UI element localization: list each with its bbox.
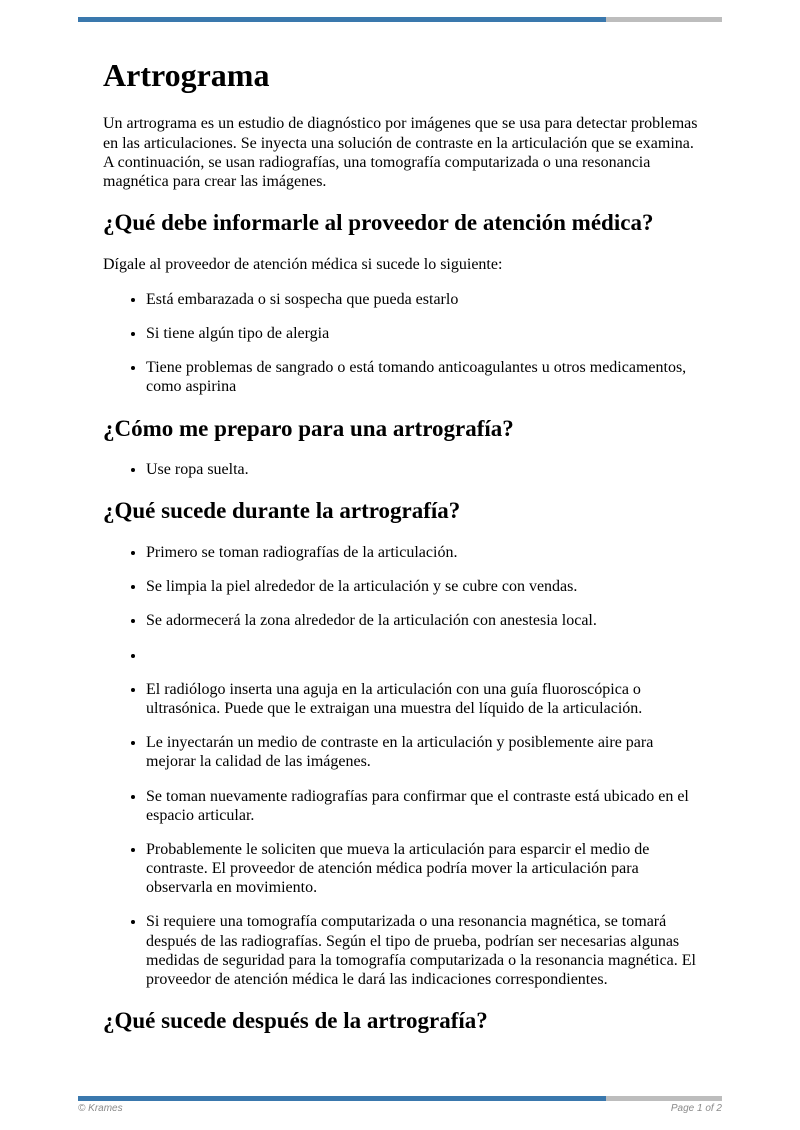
intro-paragraph: Un artrograma es un estudio de diagnóstico por imágenes que se usa para detectar problemas en las articulaciones. Se inyecta una solución de contraste en la articulación que se examina. A continuación, se usan radiografías, una tomografía computarizada o una resonancia magnética para crear las imágenes. [103, 115, 698, 190]
list-item: • Se adormecerá la zona alrededor de la articulación con anestesia local. [146, 611, 700, 630]
footer-rule-blue-segment [78, 1096, 606, 1101]
list-item: • Le inyectarán un medio de contraste en la articulación y posiblemente aire para mejorar la calidad de las imágenes. [146, 733, 700, 771]
list-item: • El radiólogo inserta una aguja en la articulación con una guía fluoroscópica o ultrasónica. Puede que le extraigan una muestra del líquido de la articulación. [146, 680, 700, 718]
list-item: • Use ropa suelta. [146, 460, 700, 479]
document-title: Artrograma [103, 57, 270, 93]
list-item: • Tiene problemas de sangrado o está tomando anticoagulantes u otros medicamentos, como aspirina [146, 358, 700, 396]
top-rule-gray-segment [606, 17, 722, 22]
list-item: • Si requiere una tomografía computarizada o una resonancia magnética, se tomará después de las radiografías. Según el tipo de prueba, podrían ser necesarias algunas medidas de seguridad para la tomografía computarizada o la resonancia magnética. El proveedor de atención médica le dará las indicaciones correspondientes. [146, 912, 700, 989]
list-item: • Se toman nuevamente radiografías para confirmar que el contraste está ubicado en el espacio articular. [146, 787, 700, 825]
footer-copyright: © Krames [78, 1103, 123, 1114]
list-item [146, 646, 700, 665]
footer-page-number: Page 1 of 2 [670, 1103, 722, 1114]
list-item: • Si tiene algún tipo de alergia [146, 324, 700, 343]
section-heading: ¿Cómo me preparo para una artrografía? [103, 415, 514, 441]
list-item: • Primero se toman radiografías de la articulación. [146, 543, 700, 562]
section-heading: ¿Qué sucede después de la artrografía? [103, 1008, 488, 1034]
page-footer [78, 1103, 722, 1114]
document-section [103, 415, 700, 480]
section-heading: ¿Qué debe informarle al proveedor de atención médica? [103, 210, 654, 236]
bullet-list [103, 543, 700, 989]
list-item: • Está embarazada o si sospecha que pueda estarlo [146, 290, 700, 309]
footer-rule [78, 1096, 722, 1101]
list-item: • Se limpia la piel alrededor de la articulación y se cubre con vendas. [146, 577, 700, 596]
footer-rule-gray-segment [606, 1096, 722, 1101]
section-lead: Dígale al proveedor de atención médica si sucede lo siguiente: [103, 255, 503, 273]
document-section [103, 209, 700, 397]
top-rule-blue-segment [78, 17, 606, 22]
top-rule [78, 17, 722, 22]
bullet-list [103, 290, 700, 397]
document-section [103, 497, 700, 989]
sections-container [103, 209, 700, 1035]
section-heading: ¿Qué sucede durante la artrografía? [103, 498, 461, 524]
list-item: • Probablemente le soliciten que mueva la articulación para esparcir el medio de contraste. El proveedor de atención médica podría mover la articulación para observarla en movimiento. [146, 840, 700, 898]
bullet-list [103, 460, 700, 479]
document-section [103, 1007, 700, 1035]
